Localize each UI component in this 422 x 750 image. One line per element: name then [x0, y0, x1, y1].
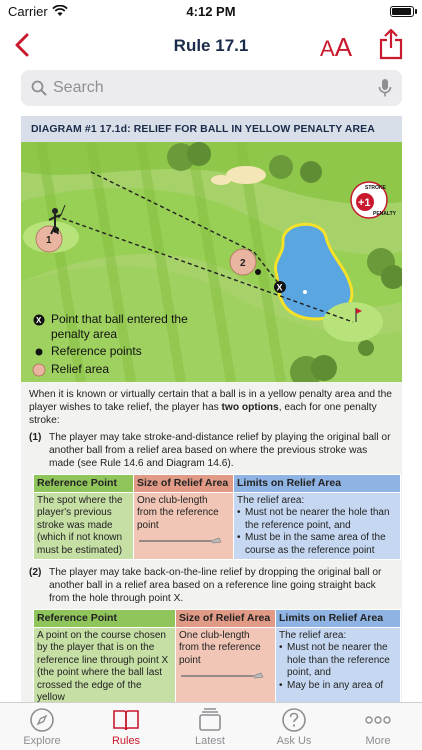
tab-explore-label: Explore: [23, 735, 61, 747]
limit-item: • May be in any area of: [279, 680, 397, 693]
cell-limits: [276, 627, 401, 702]
tab-ask-us-label: Ask Us: [276, 735, 312, 747]
tab-rules-label: Rules: [111, 735, 141, 747]
diagram-legend: [33, 312, 221, 378]
marker-one: 1: [46, 235, 52, 246]
limit-item: • Must be in the same area of the course as the reference point: [237, 532, 397, 557]
header-size: Size of Relief Area: [134, 475, 234, 493]
share-icon[interactable]: [378, 28, 404, 60]
option-two-number: (2): [29, 567, 42, 578]
battery-tip: [415, 9, 417, 14]
search-bar[interactable]: [21, 70, 402, 106]
golf-hole-diagram: [21, 142, 402, 382]
compass-icon: [29, 707, 55, 733]
cell-reference-point: A point on the course chosen by the player that is on the reference line through point X (the point where the ball last crossed the edge of the yellow: [34, 627, 176, 702]
header-reference-point: Reference Point: [34, 475, 134, 493]
carrier-label: Carrier: [8, 4, 48, 19]
option-one-table: [33, 474, 401, 560]
font-size-small-a: A: [320, 36, 335, 61]
diagram-title: DIAGRAM #1 17.1d: RELIEF FOR BALL IN YELLOW PENALTY AREA: [21, 116, 402, 142]
club-length-icon: [179, 670, 269, 680]
navigation-bar: [0, 24, 422, 66]
font-size-button[interactable]: [320, 32, 352, 63]
legend-reference-text: Reference points: [51, 344, 142, 358]
search-icon: [31, 80, 47, 96]
microphone-icon[interactable]: [378, 78, 392, 98]
option-two: [29, 566, 394, 605]
tab-more[interactable]: [336, 707, 420, 747]
intro-bold: two options: [221, 402, 279, 413]
tab-rules[interactable]: [84, 707, 168, 747]
font-size-large-a: A: [334, 32, 353, 62]
tab-ask-us[interactable]: [252, 707, 336, 747]
clock: 4:12 PM: [186, 4, 236, 19]
page-title: Rule 17.1: [173, 36, 249, 55]
intro-paragraph: [29, 388, 394, 427]
cell-limits: [234, 492, 401, 560]
legend-x-text: Point that ball entered the penalty area: [51, 312, 188, 341]
tab-latest[interactable]: [168, 707, 252, 747]
status-bar: [0, 0, 422, 24]
rule-content[interactable]: [21, 116, 402, 702]
search-input[interactable]: [53, 76, 353, 100]
legend-x-symbol: X: [36, 316, 42, 325]
option-one-number: (1): [29, 432, 42, 443]
stroke-label: STROKE: [365, 185, 386, 191]
stroke-penalty-value: +1: [358, 197, 371, 209]
news-icon: [197, 707, 223, 733]
header-limits: Limits on Relief Area: [234, 475, 401, 493]
rule-text: [21, 382, 402, 702]
limit-item: • Must not be nearer the hole than the reference point, and: [279, 642, 397, 680]
cell-size: [134, 492, 234, 560]
cell-size: [176, 627, 276, 702]
book-icon: [112, 707, 140, 733]
tab-explore[interactable]: [0, 707, 84, 747]
marker-two: 2: [240, 258, 246, 269]
header-limits: Limits on Relief Area: [276, 610, 401, 628]
diagram-illustration: [21, 142, 402, 382]
cell-size-text: One club-length from the reference point: [179, 629, 261, 666]
point-x-marker: X: [276, 282, 283, 293]
option-one: [29, 431, 394, 470]
cell-size-text: One club-length from the reference point: [137, 494, 219, 531]
cell-reference-point: The spot where the player's previous stroke was made (which if not known must be estimated): [34, 492, 134, 560]
tab-bar: [0, 702, 422, 750]
option-one-text: The player may take stroke-and-distance relief by playing the original ball or another ball from a relief area based on where the previous stroke was made (see Rule 14.6 and Diagram 14.6).: [49, 432, 391, 469]
limits-intro: The relief area:: [279, 629, 347, 641]
penalty-label: PENALTY: [373, 211, 396, 217]
header-reference-point: Reference Point: [34, 610, 176, 628]
battery-icon: [390, 6, 414, 17]
question-icon: [281, 707, 307, 733]
option-two-table: [33, 609, 401, 702]
club-length-icon: [137, 535, 227, 545]
intro-text-end: , each for one penalty stroke:: [29, 402, 377, 426]
limit-item: • Must not be nearer the hole than the reference point, and: [237, 507, 397, 532]
tab-latest-label: Latest: [195, 735, 225, 747]
option-two-text: The player may take back-on-the-line relief by dropping the original ball or another ball in a relief area based on a reference line going straight back from the hole through point X.: [49, 567, 382, 604]
legend-relief-text: Relief area: [51, 362, 110, 376]
header-size: Size of Relief Area: [176, 610, 276, 628]
intro-text: When it is known or virtually certain that a ball is in a yellow penalty area and the player wishes to take relief, the player has: [29, 389, 392, 413]
limits-intro: The relief area:: [237, 494, 305, 506]
more-icon: [364, 707, 392, 733]
tab-more-label: More: [365, 735, 391, 747]
